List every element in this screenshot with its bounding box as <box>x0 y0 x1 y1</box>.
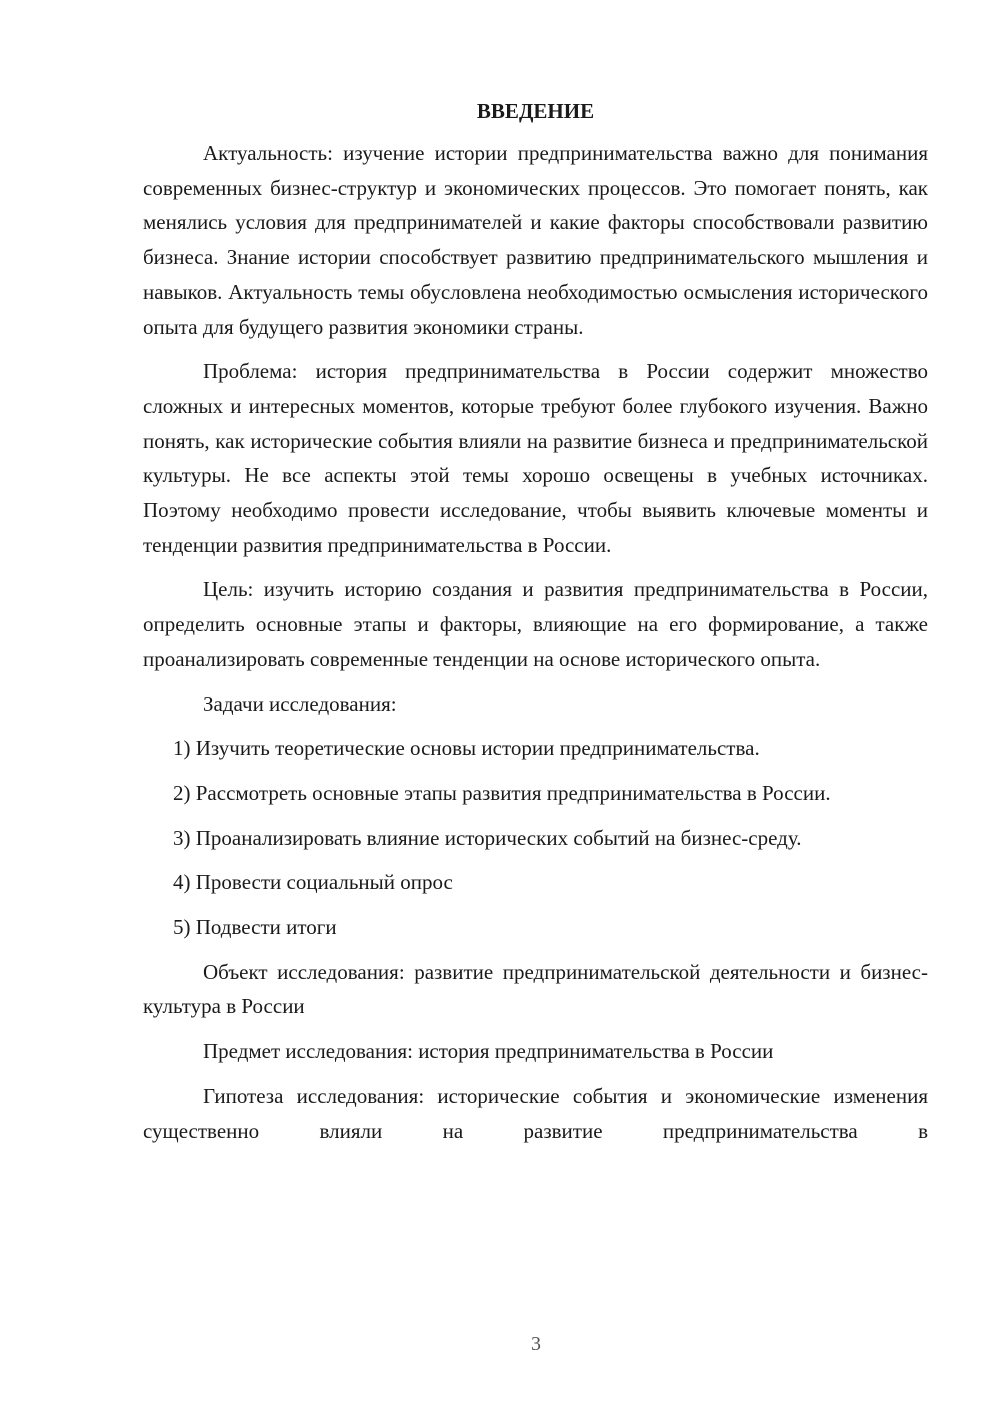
paragraph-hypothesis: Гипотеза исследования: исторические события и экономические изменения существенно влияли на развитие предпринимательства в <box>143 1083 928 1143</box>
document-page <box>143 96 928 1158</box>
task-item-1: 1) Изучить теоретические основы истории предпринимательства. <box>173 736 760 761</box>
task-item-2: 2) Рассмотреть основные этапы развития предпринимательства в России. <box>173 780 831 805</box>
paragraph-relevance: Актуальность: изучение истории предпринимательства важно для понимания современных бизнес-структур и экономических процессов. Это помогает понять, как менялись условия для предпринимателей и какие факторы способствовали развитию бизнеса. Знание истории способствует развитию предпринимательского мышления и навыков. Актуальность темы обусловлена необходимостью осмысления исторического опыта для будущего развития экономики страны. <box>143 141 928 339</box>
task-item-4: 4) Провести социальный опрос <box>173 870 453 895</box>
paragraph-object: Объект исследования: развитие предпринимательской деятельности и бизнес-культура в России <box>143 959 928 1019</box>
page-number: 3 <box>531 1333 541 1355</box>
task-item-5: 5) Подвести итоги <box>173 915 337 940</box>
paragraph-goal: Цель: изучить историю создания и развития предпринимательства в России, определить основные этапы и факторы, влияющие на его формирование, а также проанализировать современные тенденции на основе исторического опыта. <box>143 577 928 671</box>
paragraph-tasks-heading: Задачи исследования: <box>203 691 397 716</box>
task-item-3: 3) Проанализировать влияние исторических событий на бизнес-среду. <box>173 825 802 850</box>
paragraph-subject: Предмет исследования: история предпринимательства в России <box>203 1039 774 1064</box>
paragraph-problem: Проблема: история предпринимательства в России содержит множество сложных и интересных моментов, которые требуют более глубокого изучения. Важно понять, как исторические события влияли на развитие бизнеса и предпринимательской культуры. Не все аспекты этой темы хорошо освещены в учебных источниках. Поэтому необходимо провести исследование, чтобы выявить ключевые моменты и тенденции развития предпринимательства в России. <box>143 359 928 557</box>
page-title: ВВЕДЕНИЕ <box>476 99 595 123</box>
